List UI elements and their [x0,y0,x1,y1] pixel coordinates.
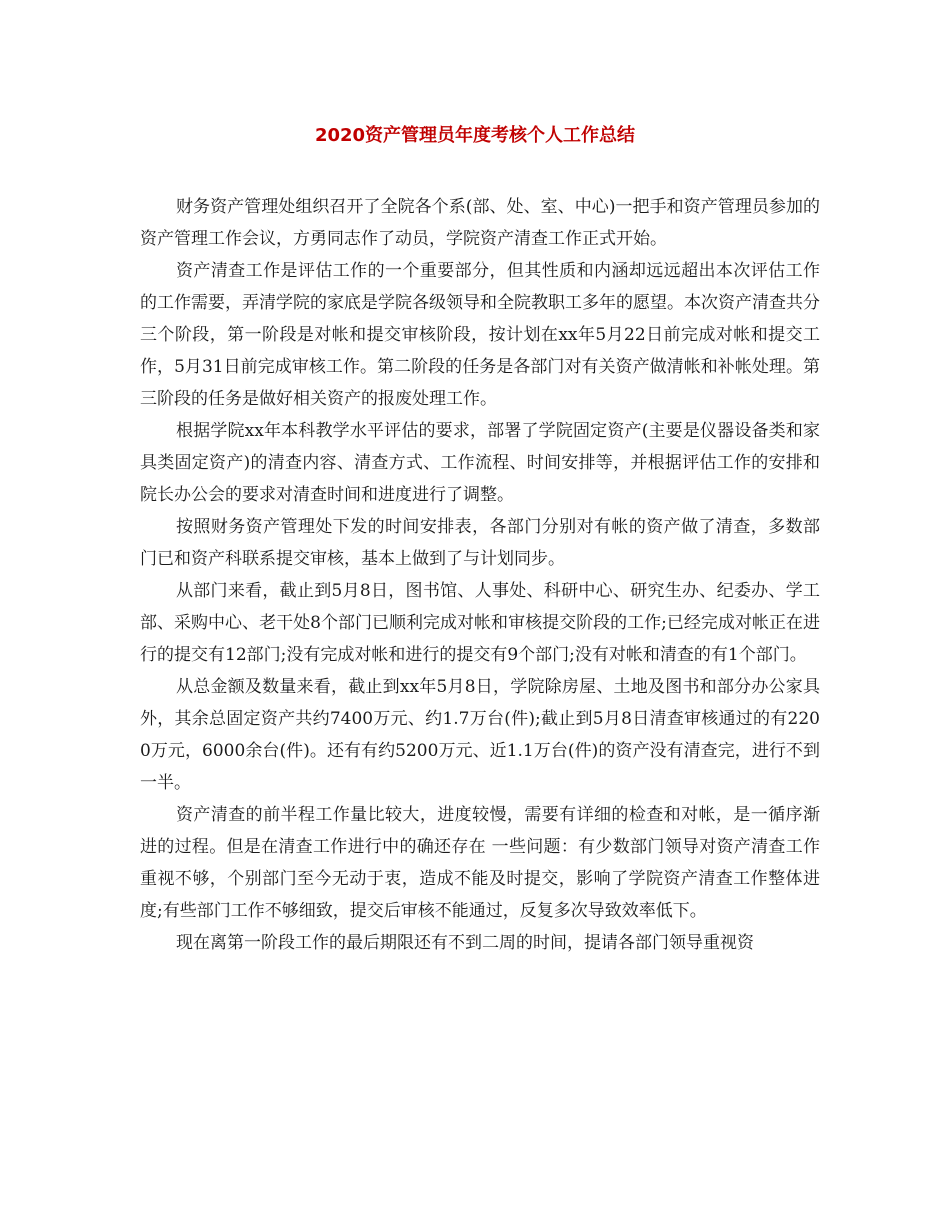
document-title: 2020资产管理员年度考核个人工作总结 [314,125,636,146]
paragraph: 资产清查的前半程工作量比较大，进度较慢，需要有详细的检查和对帐，是一循序渐进的过程。但是在清查工作进行中的确还存在 一些问题：有少数部门领导对资产清查工作重视不够，个别部门至今无动于衷，造成不能及时提交，影响了学院资产清查工作整体进度;有些部门工作不够细致，提交后审核不能通过，反复多次导致效率低下。 [140,805,820,921]
paragraph: 从总金额及数量来看，截止到xx年5月8日，学院除房屋、土地及图书和部分办公家具外，其余总固定资产共约7400万元、约1.7万台(件);截止到5月8日清查审核通过的有2200万元，6000余台(件)。还有有约5200万元、近1.1万台(件)的资产没有清查完，进行不到一半。 [140,677,820,793]
paragraph: 根据学院xx年本科教学水平评估的要求，部署了学院固定资产(主要是仪器设备类和家具类固定资产)的清查内容、清查方式、工作流程、时间安排等，并根据评估工作的安排和院长办公会的要求对清查时间和进度进行了调整。 [140,421,820,505]
paragraph: 现在离第一阶段工作的最后期限还有不到二周的时间，提请各部门领导重视资 [176,933,754,953]
paragraph: 资产清查工作是评估工作的一个重要部分，但其性质和内涵却远远超出本次评估工作的工作需要，弄清学院的家底是学院各级领导和全院教职工多年的愿望。本次资产清查共分三个阶段，第一阶段是对帐和提交审核阶段，按计划在xx年5月22日前完成对帐和提交工作，5月31日前完成审核工作。第二阶段的任务是各部门对有关资产做清帐和补帐处理。第三阶段的任务是做好相关资产的报废处理工作。 [140,261,820,409]
paragraph: 按照财务资产管理处下发的时间安排表，各部门分别对有帐的资产做了清查，多数部门已和资产科联系提交审核，基本上做到了与计划同步。 [140,517,820,569]
paragraph: 财务资产管理处组织召开了全院各个系(部、处、室、中心)一把手和资产管理员参加的资产管理工作会议，方勇同志作了动员，学院资产清查工作正式开始。 [140,197,820,249]
document-body [140,191,820,959]
paragraph: 从部门来看，截止到5月8日，图书馆、人事处、科研中心、研究生办、纪委办、学工部、采购中心、老干处8个部门已顺利完成对帐和审核提交阶段的工作;已经完成对帐正在进行的提交有12部门;没有完成对帐和进行的提交有9个部门;没有对帐和清查的有1个部门。 [140,581,820,665]
